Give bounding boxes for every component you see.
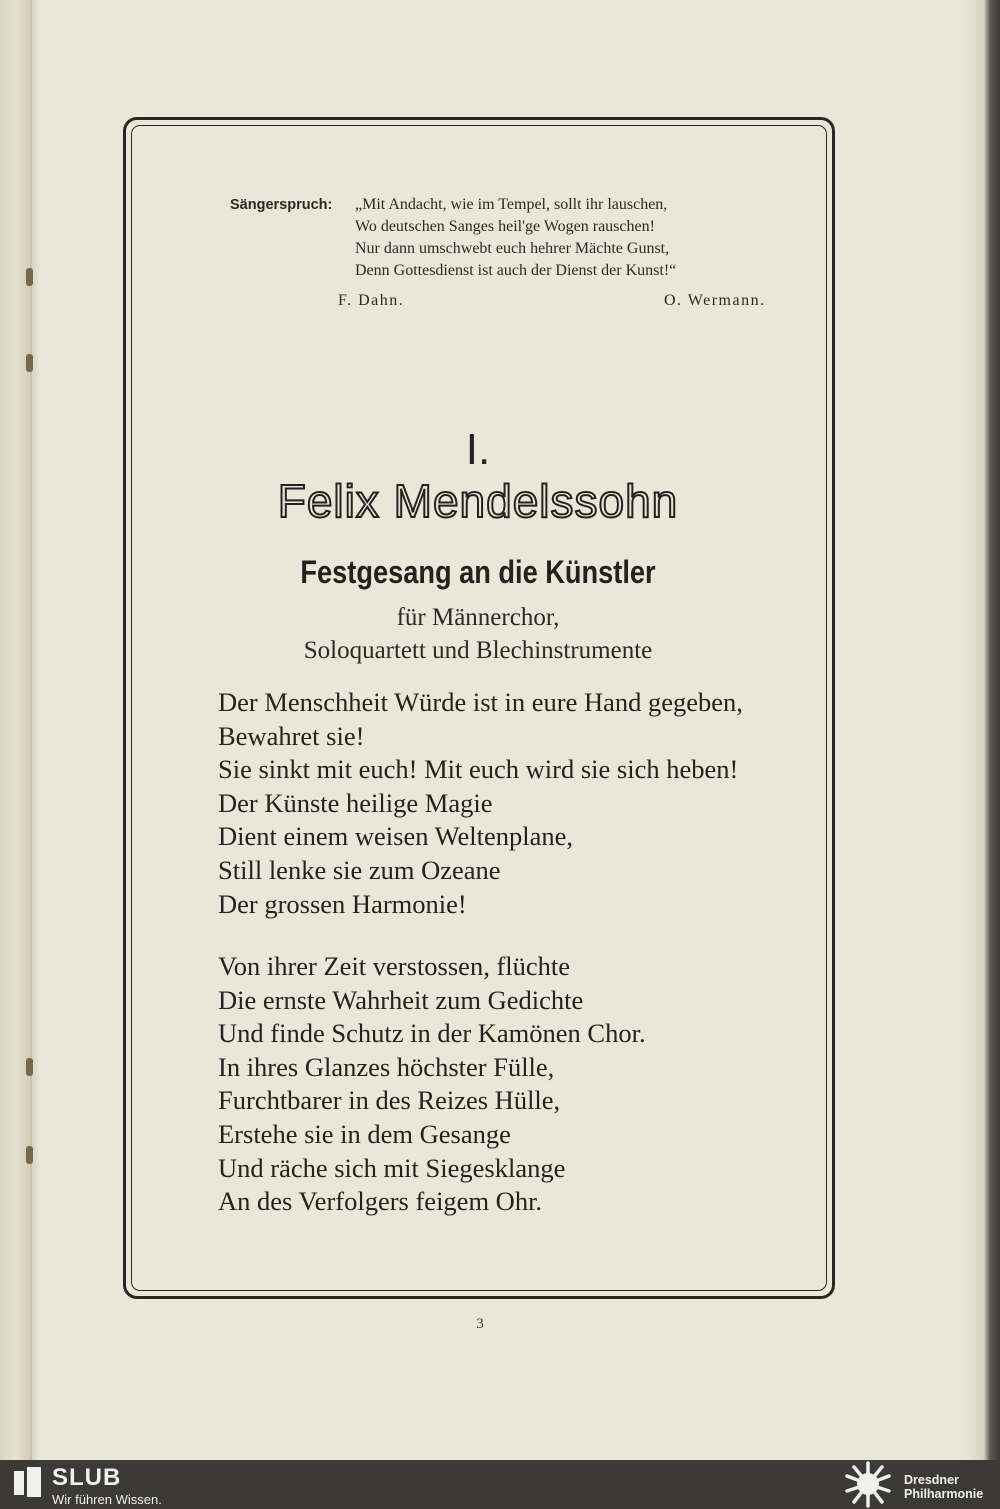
- partner-line: Dresdner: [904, 1473, 959, 1487]
- poem-line: Sie sinkt mit euch! Mit euch wird sie sich heben!: [218, 754, 739, 785]
- philharmonie-logo-icon[interactable]: [841, 1460, 895, 1509]
- work-title: Festgesang an die Künstler: [300, 554, 656, 590]
- saying-lines: [355, 194, 676, 282]
- poem-line: Der Menschheit Würde ist in eure Hand gegeben,: [218, 687, 743, 717]
- slub-logo-icon[interactable]: [14, 1467, 42, 1499]
- page-edge: [964, 0, 1000, 1460]
- slub-tagline: Wir führen Wissen.: [52, 1492, 162, 1507]
- poem-line: Still lenke sie zum Ozeane: [218, 854, 501, 885]
- page-number: 3: [476, 1316, 484, 1332]
- poem-line: Erstehe sie in dem Gesange: [218, 1118, 511, 1149]
- saying-line: Wo deutschen Sanges heil'ge Wogen rauschen!: [355, 218, 655, 235]
- section-numeral: I.: [465, 425, 491, 474]
- music-author: O. Wermann.: [664, 292, 766, 309]
- saying-line: Denn Gottesdienst ist auch der Dienst der Kunst!“: [355, 262, 677, 279]
- saying-line: „Mit Andacht, wie im Tempel, sollt ihr lauschen,: [355, 196, 668, 213]
- poem-line: Von ihrer Zeit verstossen, flüchte: [218, 951, 571, 981]
- binding-stitch: [22, 354, 40, 364]
- binding-stitch: [22, 1058, 40, 1068]
- poem-stanza-2: [218, 950, 646, 1219]
- composer-name: Felix Mendelssohn: [277, 475, 679, 527]
- poem-line: An des Verfolgers feigem Ohr.: [218, 1186, 543, 1217]
- poem-line: In ihres Glanzes höchster Fülle,: [218, 1051, 555, 1082]
- partner-line: Philharmonie: [904, 1487, 984, 1501]
- poem-line: Die ernste Wahrheit zum Gedichte: [218, 984, 584, 1015]
- book-spine: [0, 0, 40, 1460]
- philharmonie-name[interactable]: [904, 1473, 983, 1501]
- poem-line: Der Künste heilige Magie: [218, 787, 493, 818]
- poem-stanza-1: [218, 686, 743, 921]
- poem-line: Furchtbarer in des Reizes Hülle,: [218, 1085, 561, 1116]
- viewer-footer-bar: [0, 1460, 1000, 1509]
- work-subtitle: Soloquartett und Blechinstrumente: [303, 637, 653, 664]
- saying-label: Sängerspruch:: [230, 197, 333, 213]
- poem-line: Und räche sich mit Siegesklange: [218, 1152, 566, 1183]
- poem-line: Der grossen Harmonie!: [218, 888, 467, 919]
- saying-line: Nur dann umschwebt euch hehrer Mächte Gunst,: [355, 240, 670, 257]
- poem-line: Und finde Schutz in der Kamönen Chor.: [218, 1018, 646, 1049]
- poem-line: Dient einem weisen Weltenplane,: [218, 821, 574, 852]
- binding-stitch: [22, 1146, 40, 1156]
- poem-line: Bewahret sie!: [218, 720, 365, 751]
- text-author: F. Dahn.: [338, 292, 405, 309]
- slub-name[interactable]: SLUB: [52, 1464, 122, 1491]
- spine-fold-line: [30, 0, 32, 1460]
- binding-stitch: [22, 268, 40, 278]
- work-subtitle: für Männerchor,: [396, 604, 560, 631]
